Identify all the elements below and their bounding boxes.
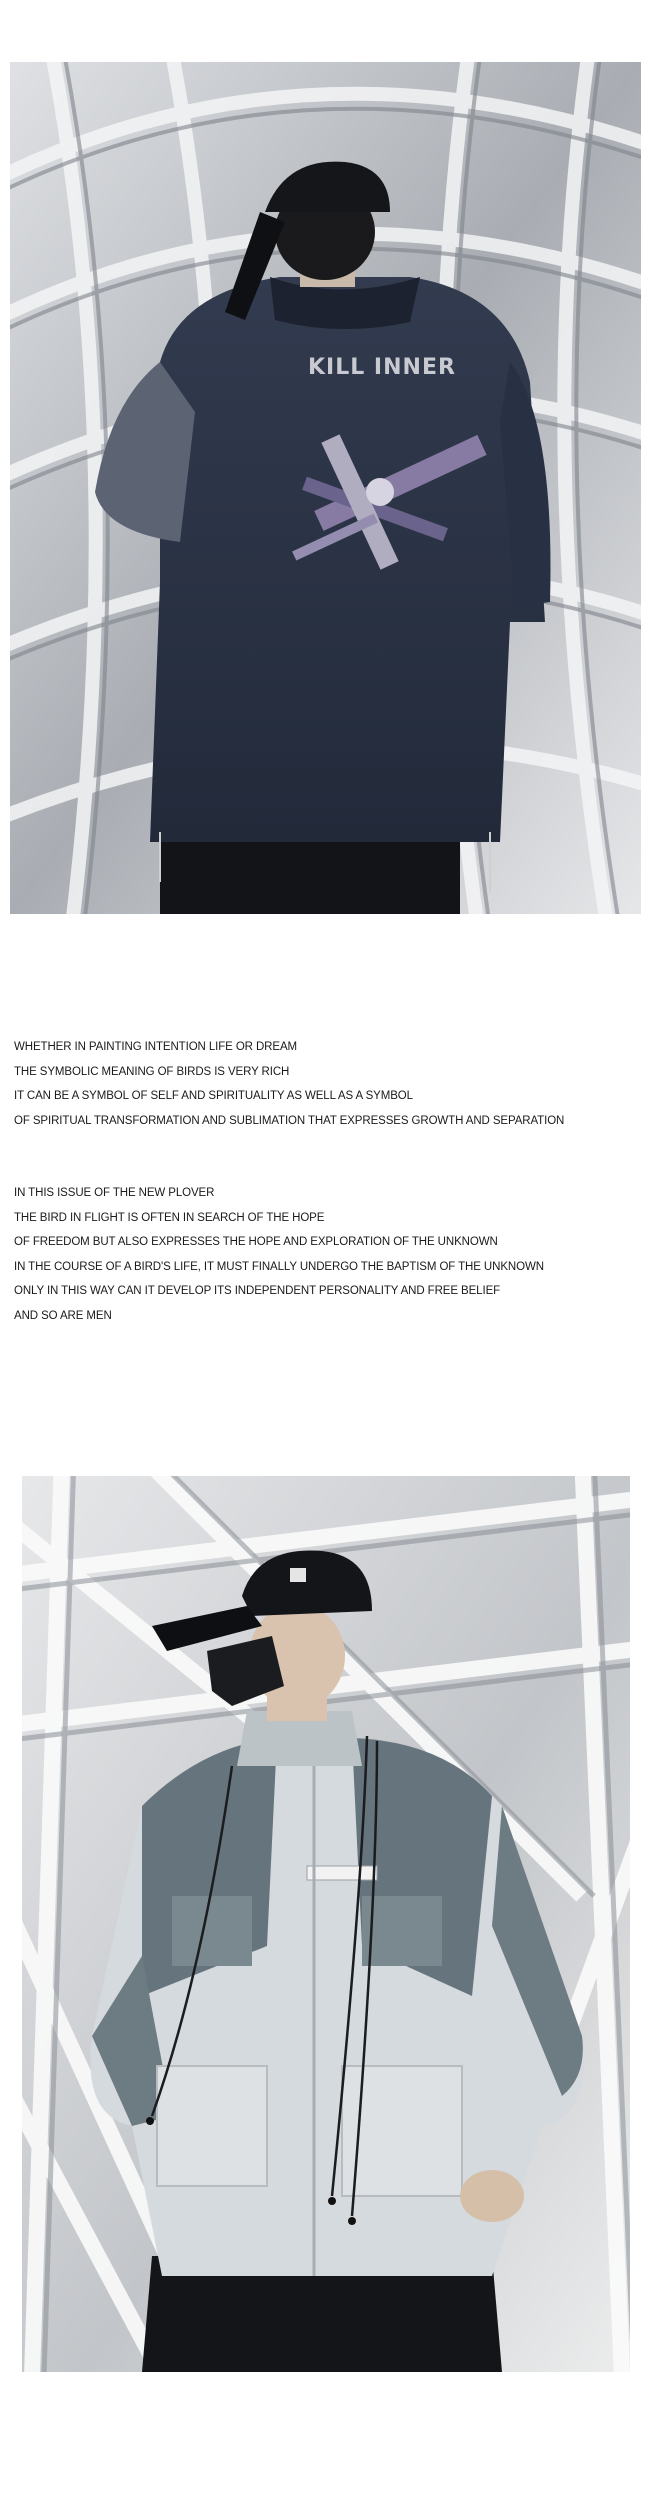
poem-line: AND SO ARE MEN (14, 1309, 112, 1322)
poem-paragraph-1 (14, 1035, 634, 1133)
model-front-view-photo (22, 1476, 630, 2372)
poem-line: ONLY IN THIS WAY CAN IT DEVELOP ITS INDEPENDENT PERSONALITY AND FREE BELIEF (14, 1285, 501, 1297)
poem-paragraph-2 (14, 1181, 634, 1328)
poem-line: OF SPIRITUAL TRANSFORMATION AND SUBLIMATION THAT EXPRESSES GROWTH AND SEPARATION (14, 1114, 565, 1127)
poem-line: THE SYMBOLIC MEANING OF BIRDS IS VERY RICH (14, 1065, 290, 1078)
poem-line: OF FREEDOM BUT ALSO EXPRESSES THE HOPE AND EXPLORATION OF THE UNKNOWN (14, 1236, 498, 1248)
poem-line: THE BIRD IN FLIGHT IS OFTEN IN SEARCH OF THE HOPE (14, 1211, 325, 1224)
jacket-print-text: KILL INNER (308, 355, 456, 380)
poem-line: WHETHER IN PAINTING INTENTION LIFE OR DREAM (14, 1041, 297, 1053)
poem-line: IN THE COURSE OF A BIRD'S LIFE, IT MUST FINALLY UNDERGO THE BAPTISM OF THE UNKNOWN (14, 1260, 544, 1273)
poem-line: IT CAN BE A SYMBOL OF SELF AND SPIRITUALITY AS WELL AS A SYMBOL (14, 1090, 413, 1102)
front-view-illustration (22, 1476, 630, 2372)
back-view-illustration (10, 62, 641, 914)
model-back-view-photo (10, 62, 641, 914)
poem-line: IN THIS ISSUE OF THE NEW PLOVER (14, 1187, 215, 1199)
